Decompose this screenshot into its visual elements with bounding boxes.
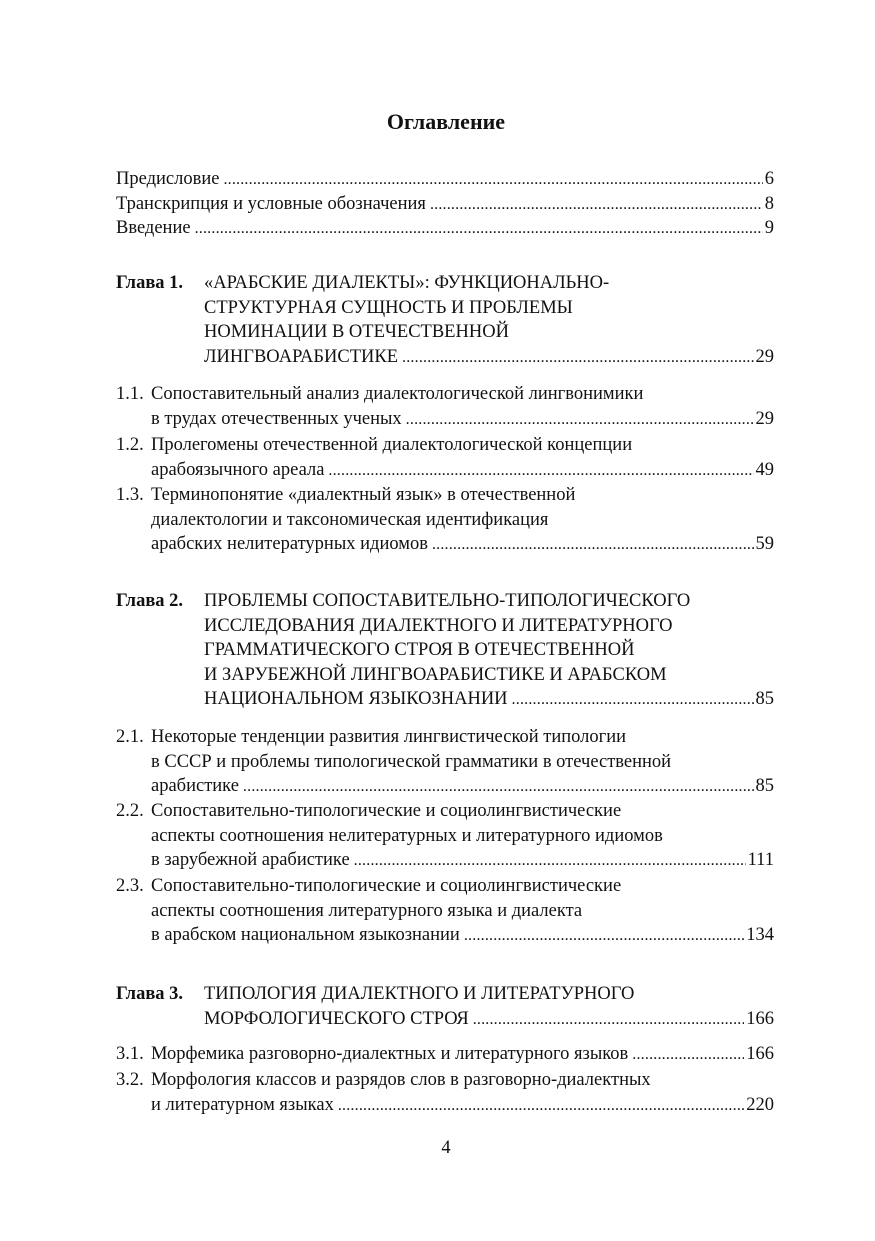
entry-title: ЛИНГВОАРАБИСТИКЕ <box>204 346 399 367</box>
chapter-title-line: «АРАБСКИЕ ДИАЛЕКТЫ»: ФУНКЦИОНАЛЬНО- <box>204 273 610 293</box>
chapter-label: Глава 2. <box>116 591 184 611</box>
entry-page: 220 <box>746 1094 774 1115</box>
dot-leader <box>432 532 754 557</box>
entry-title: Морфемика разговорно-диалектных и литературного языков <box>151 1044 629 1064</box>
entry-page: 134 <box>746 925 774 945</box>
entry-page: 6 <box>764 169 774 189</box>
entry-page: 9 <box>764 218 774 238</box>
entry-page: 85 <box>755 776 774 796</box>
chapter-label: Глава 3. <box>116 984 184 1004</box>
section-title-line: Некоторые тенденции развития лингвистической типологии <box>151 727 627 747</box>
chapter-title-entry <box>204 1007 774 1032</box>
dot-leader <box>464 923 744 948</box>
section-title-line: аспекты соотношения нелитературных и литературного идиомов <box>151 825 663 846</box>
dot-leader <box>512 687 754 712</box>
section-title-line: Терминопонятие «диалектный язык» в отечественной <box>151 485 576 505</box>
section-number: 2.3. <box>116 876 144 896</box>
section-title-line: Сопоставительно-типологические и социолингвистические <box>151 876 622 896</box>
dot-leader <box>338 1093 744 1118</box>
dot-leader <box>402 345 753 370</box>
entry-page: 29 <box>755 408 774 429</box>
dot-leader <box>195 216 763 241</box>
entry-page: 85 <box>755 689 774 709</box>
entry-title: МОРФОЛОГИЧЕСКОГО СТРОЯ <box>204 1008 469 1029</box>
dot-leader <box>632 1042 744 1067</box>
entry-title: Введение <box>116 218 191 238</box>
chapter-title-line: ГРАММАТИЧЕСКОГО СТРОЯ В ОТЕЧЕСТВЕННОЙ <box>204 640 635 660</box>
section-title-line: аспекты соотношения литературного языка и диалекта <box>151 900 583 921</box>
chapter-title-line: ТИПОЛОГИЯ ДИАЛЕКТНОГО И ЛИТЕРАТУРНОГО <box>204 984 635 1004</box>
entry-title: в зарубежной арабистике <box>151 850 350 870</box>
section-title-line: диалектологии и таксономическая идентификация <box>151 509 549 530</box>
entry-page: 49 <box>755 459 774 480</box>
toc-entry <box>116 192 774 217</box>
entry-title: НАЦИОНАЛЬНОМ ЯЗЫКОЗНАНИИ <box>204 689 508 709</box>
entry-page: 8 <box>764 194 774 214</box>
section-entry <box>151 774 774 799</box>
section-entry <box>151 1093 774 1118</box>
toc-entry <box>116 216 774 241</box>
entry-title: и литературном языках <box>151 1094 334 1115</box>
chapter-title-line: И ЗАРУБЕЖНОЙ ЛИНГВОАРАБИСТИКЕ И АРАБСКОМ <box>204 664 667 685</box>
dot-leader <box>406 407 754 432</box>
dot-leader <box>430 192 763 217</box>
section-entry <box>151 407 774 432</box>
section-number: 1.1. <box>116 384 144 404</box>
entry-title: арабских нелитературных идиомов <box>151 534 428 554</box>
section-entry <box>151 848 774 873</box>
entry-page: 59 <box>755 534 774 554</box>
section-number: 3.1. <box>116 1044 144 1064</box>
entry-page: 29 <box>755 346 774 367</box>
chapter-title-line: НОМИНАЦИИ В ОТЕЧЕСТВЕННОЙ <box>204 322 509 342</box>
section-title-line: Морфология классов и разрядов слов в разговорно-диалектных <box>151 1070 651 1090</box>
page-number: 4 <box>441 1138 451 1158</box>
section-entry <box>151 458 774 483</box>
section-title-line: в СССР и проблемы типологической грамматики в отечественной <box>151 751 672 772</box>
toc-entry <box>116 167 774 192</box>
entry-title: арабистике <box>151 776 239 796</box>
section-number: 1.3. <box>116 485 144 505</box>
entry-page: 166 <box>746 1044 774 1064</box>
entry-title: в арабском национальном языкознании <box>151 925 460 945</box>
section-number: 2.2. <box>116 801 144 821</box>
entry-page: 166 <box>746 1008 774 1029</box>
section-entry <box>151 532 774 557</box>
section-title-line: Сопоставительно-типологические и социолингвистические <box>151 801 622 821</box>
dot-leader <box>354 848 746 873</box>
dot-leader <box>328 458 753 483</box>
entry-title: арабоязычного ареала <box>151 459 325 480</box>
section-number: 1.2. <box>116 435 144 455</box>
chapter-title-entry <box>204 687 774 712</box>
dot-leader <box>243 774 754 799</box>
section-title-line: Сопоставительный анализ диалектологической лингвонимики <box>151 384 644 404</box>
section-entry <box>151 923 774 948</box>
dot-leader <box>473 1007 745 1032</box>
chapter-title-entry <box>204 345 774 370</box>
entry-title: в трудах отечественных ученых <box>151 408 402 429</box>
chapter-title-line: ИССЛЕДОВАНИЯ ДИАЛЕКТНОГО И ЛИТЕРАТУРНОГО <box>204 615 673 636</box>
dot-leader <box>223 167 762 192</box>
section-number: 3.2. <box>116 1070 144 1090</box>
chapter-label: Глава 1. <box>116 273 184 293</box>
entry-page: 111 <box>747 850 774 870</box>
entry-title: Предисловие <box>116 169 220 189</box>
page-title: Оглавление <box>386 109 506 134</box>
entry-title: Транскрипция и условные обозначения <box>116 194 426 214</box>
chapter-title-line: СТРУКТУРНАЯ СУЩНОСТЬ И ПРОБЛЕМЫ <box>204 297 573 318</box>
section-title-line: Пролегомены отечественной диалектологической концепции <box>151 435 633 455</box>
section-number: 2.1. <box>116 727 144 747</box>
chapter-title-line: ПРОБЛЕМЫ СОПОСТАВИТЕЛЬНО-ТИПОЛОГИЧЕСКОГО <box>204 591 691 611</box>
section-entry <box>151 1042 774 1067</box>
